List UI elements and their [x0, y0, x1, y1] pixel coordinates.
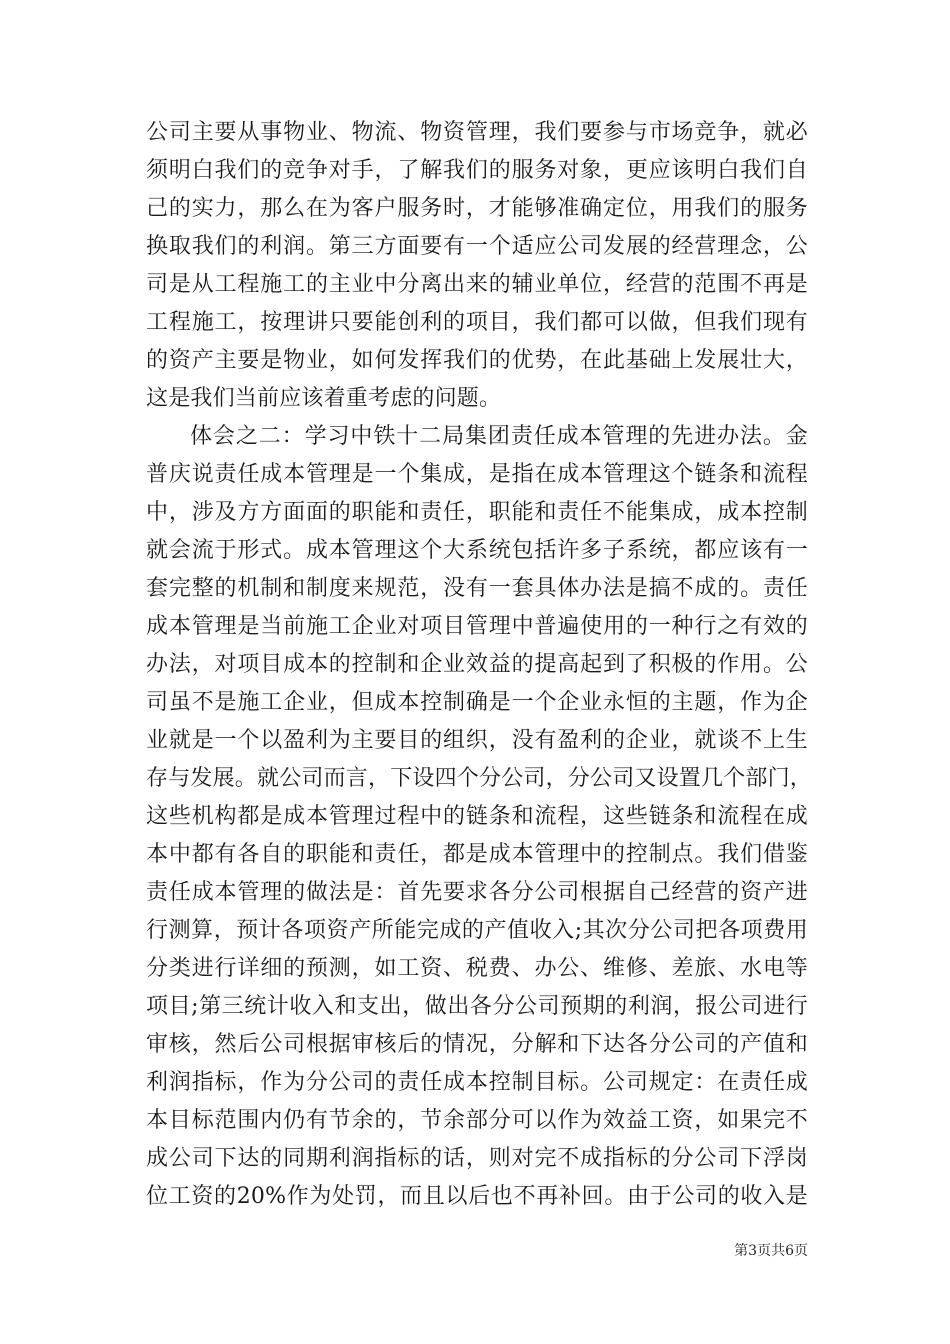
text-line: 这是我们当前应该着重考虑的问题。: [146, 386, 502, 411]
text-line: 行测算，预计各项资产所能完成的产值收入;其次分公司把各项费用: [146, 918, 808, 943]
text-line: 存与发展。就公司而言，下设四个分公司，分公司又设置几个部门，: [146, 766, 813, 791]
text-line: 公司主要从事物业、物流、物资管理，我们要参与市场竞争，就必: [146, 120, 808, 145]
body-text: [146, 114, 813, 1216]
text-line: 普庆说责任成本管理是一个集成，是指在成本管理这个链条和流程: [146, 462, 808, 487]
text-line: 换取我们的利润。第三方面要有一个适应公司发展的经营理念，公: [146, 234, 808, 259]
paragraph-2: [146, 418, 813, 1216]
text-line: 项目;第三统计收入和支出，做出各分公司预期的利润，报公司进行: [146, 994, 808, 1019]
text-line: 这些机构都是成本管理过程中的链条和流程，这些链条和流程在成: [146, 804, 808, 829]
paragraph-1: [146, 114, 808, 418]
text-line: 就会流于形式。成本管理这个大系统包括许多子系统，都应该有一: [146, 538, 808, 563]
text-line: 司是从工程施工的主业中分离出来的辅业单位，经营的范围不再是: [146, 272, 808, 297]
text-line: 成公司下达的同期利润指标的话，则对完不成指标的分公司下浮岗: [146, 1146, 808, 1171]
text-line: 的资产主要是物业，如何发挥我们的优势，在此基础上发展壮大，: [146, 348, 808, 373]
text-line: 体会之二：学习中铁十二局集团责任成本管理的先进办法。金: [190, 424, 808, 449]
text-line: 中，涉及方方面面的职能和责任，职能和责任不能集成，成本控制: [146, 500, 808, 525]
text-line: 本中都有各自的职能和责任，都是成本管理中的控制点。我们借鉴: [146, 842, 808, 867]
text-line: 位工资的20%作为处罚，而且以后也不再补回。由于公司的收入是: [146, 1184, 808, 1209]
text-line: 审核，然后公司根据审核后的情况，分解和下达各分公司的产值和: [146, 1032, 808, 1057]
text-line: 工程施工，按理讲只要能创利的项目，我们都可以做，但我们现有: [146, 310, 808, 335]
text-line: 司虽不是施工企业，但成本控制确是一个企业永恒的主题，作为企: [146, 690, 808, 715]
text-line: 成本管理是当前施工企业对项目管理中普遍使用的一种行之有效的: [146, 614, 808, 639]
text-line: 分类进行详细的预测，如工资、税费、办公、维修、差旅、水电等: [146, 956, 808, 981]
text-line: 利润指标，作为分公司的责任成本控制目标。公司规定：在责任成: [146, 1070, 808, 1095]
page-indicator: 第3页共6页: [734, 1243, 808, 1259]
text-line: 业就是一个以盈利为主要目的组织，没有盈利的企业，就谈不上生: [146, 728, 808, 753]
text-line: 责任成本管理的做法是：首先要求各分公司根据自己经营的资产进: [146, 880, 808, 905]
text-line: 己的实力，那么在为客户服务时，才能够准确定位，用我们的服务: [146, 196, 808, 221]
text-line: 办法，对项目成本的控制和企业效益的提高起到了积极的作用。公: [146, 652, 808, 677]
text-line: 须明白我们的竞争对手，了解我们的服务对象，更应该明白我们自: [146, 158, 808, 183]
text-line: 本目标范围内仍有节余的，节余部分可以作为效益工资，如果完不: [146, 1108, 808, 1133]
text-line: 套完整的机制和制度来规范，没有一套具体办法是搞不成的。责任: [146, 576, 808, 601]
